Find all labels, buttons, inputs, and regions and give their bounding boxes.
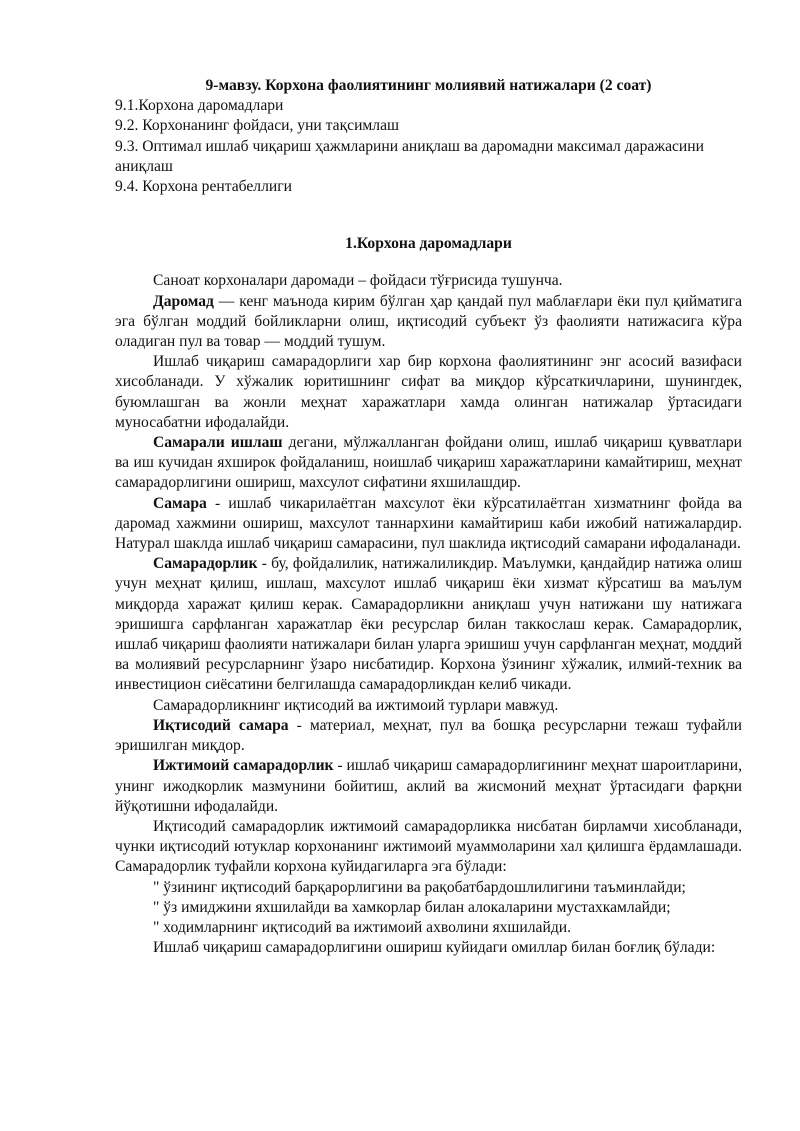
document-page: [115, 76, 742, 958]
paragraph: [115, 756, 742, 817]
paragraph: Самарадорликнинг иқтисодий ва ижтимоий турлари мавжуд.: [153, 696, 559, 714]
bullet-item: " ходимларнинг иқтисодий ва ижтимоий ахволини яхшилайди.: [153, 918, 571, 936]
paragraph-text: - ишлаб чикарилаётган махсулот ёки кўрсатилаётган хизматнинг фойда ва даромад хажмини ошириш, махсулот таннархини камайтириш каби ижобий натижалардир. Натурал шаклда ишлаб чиқариш самарасини, пул шаклида иқтисодий самарани ифодаланади.: [115, 494, 742, 553]
bullet-item: " ўз имиджини яхшилайди ва хамкорлар билан алокаларини мустахкамлайди;: [153, 898, 671, 916]
paragraph: Иқтисодий самарадорлик ижтимоий самарадорликка нисбатан бирламчи хисобланади, чунки иқтисодий ютуклар корхонанинг ижтимоий муаммоларини хал қилишга ёрдамлашади. Самарадорлик туфайли корхона куйидагиларга эга бўлади:: [115, 817, 742, 876]
toc-item: 9.4. Корхона рентабеллиги: [115, 178, 292, 196]
paragraph: [115, 554, 742, 695]
term: Ижтимоий самарадорлик: [153, 757, 334, 775]
paragraph-text: - материал, меҳнат, пул ва бошқа ресурсларни тежаш туфайли эришилган миқдор.: [115, 716, 742, 755]
paragraph: Ишлаб чиқариш самарадорлиги хар бир корхона фаолиятининг энг асосий вазифаси хисобланади. У хўжалик юритишнинг сифат ва миқдор кўрсаткичларини, шунингдек, буюмлашган ва жонли меҳнат харажатлари хамда олинган натижалар ўртасидаги муносабатни ифодалайди.: [115, 353, 742, 431]
paragraph: [115, 433, 742, 494]
paragraph: Ишлаб чиқариш самарадорлигини ошириш куйидаги омиллар билан боғлиқ бўлади:: [153, 939, 716, 957]
bullet-item: " ўзининг иқтисодий барқарорлигини ва рақобатбардошлилигини таъминлайди;: [153, 878, 686, 896]
paragraph-text: - ишлаб чиқариш самарадорлигининг меҳнат шароитларини, унинг ижодкорлик мазмунини бойитиш, аклий ва жисмоний меҳнат ўртасидаги фарқни йўқотишни ифодалайди.: [115, 757, 742, 815]
paragraph: [115, 494, 742, 555]
topic-title: 9-мавзу. Корхона фаолиятининг молиявий натижалари (2 соат): [205, 77, 652, 94]
term: Самарадорлик: [153, 555, 258, 573]
paragraph-text: — кенг маънода кирим бўлган ҳар қандай пул маблағлари ёки пул қийматига эга бўлган моддий бойликларни олиш, иқтисодий субъект ўз фаолияти натижасига кўра оладиган пул ва товар — моддий тушум.: [115, 292, 742, 351]
term: Самарали ишлаш: [153, 434, 283, 452]
paragraph: Саноат корхоналари даромади – фойдаси тўғрисида тушунча.: [153, 272, 563, 290]
paragraph: [115, 716, 742, 756]
section-title: 1.Корхона даромадлари: [345, 235, 512, 253]
term: Самара: [153, 494, 207, 512]
paragraph: [115, 292, 742, 353]
paragraph-text: дегани, мўлжалланган фойдани олиш, ишлаб чиқариш қувватлари ва иш кучидан яхширок фойдаланиш, ноишлаб чиқариш харажатларини камайтириш, меҳнат самарадорлигини ошириш, махсулот сифатини яхшилашдир.: [115, 434, 743, 492]
toc-item: 9.1.Корхона даромадлари: [115, 97, 284, 115]
toc-item: 9.2. Корхонанинг фойдаси, уни тақсимлаш: [115, 117, 399, 135]
toc-item: 9.3. Оптимал ишлаб чиқариш ҳажмларини аниқлаш ва даромадни максимал даражасини аниқлаш: [115, 137, 704, 175]
table-of-contents: [115, 96, 742, 197]
term: Даромад: [153, 292, 214, 310]
paragraph-text: - бу, фойдалилик, натижалиликдир. Маълумки, қандайдир натижа олиш учун меҳнат қилиш, ишлаш, махсулот ишлаб чиқариш ёки хизмат кўрсатиш ва маълум миқдорда харажат қилиш керак. Самарадорликни аниқлаш учун натижани шу натижага эришишга сарфланган харажатлар ёки ресурслар билан таккослаш керак. Самарадорлик, ишлаб чиқариш фаолияти натижалари билан уларга эришиш учун сарфланган меҳнат, моддий ва молиявий ресурсларнинг ўзаро нисбатидир. Корхона ўзининг хўжалик, илмий-техник ва инвестицион сиёсатини белгилашда самарадорликдан келиб чикади.: [115, 555, 742, 694]
term: Иқтисодий самара: [153, 716, 289, 734]
